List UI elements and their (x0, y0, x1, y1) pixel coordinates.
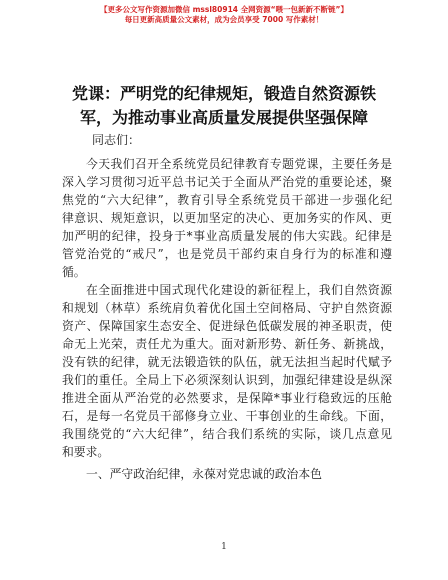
paragraph-1-line: 循。 (62, 265, 86, 279)
title-line-1: 党课：严明党的纪律规矩，锻造自然资源铁 (71, 84, 376, 103)
document-title (0, 82, 448, 130)
paragraph-1-line: 管党治党的“戒尺”，也是党员干部约束自身行为的标准和遵 (62, 247, 392, 261)
paragraph-2-line: 推进全面从严治党的必然要求，是保障*事业行稳致远的压舱 (62, 391, 392, 405)
greeting: 同志们： (92, 133, 141, 147)
page-number: 1 (221, 542, 227, 552)
paragraph-1-line: 加严明的纪律，投身于*事业高质量发展的伟大实践。纪律是 (62, 229, 392, 243)
paragraph-2-line: 命无上光荣，责任尤为重大。面对新形势、新任务、新挑战， (62, 337, 392, 351)
paragraph-2-line: 资产、保障国家生态安全、促进绿色低碳发展的神圣职责，使 (62, 319, 392, 333)
paragraph-2-line: 在全面推进中国式现代化建设的新征程上，我们自然资源 (86, 283, 392, 297)
paragraph-2-line: 我围绕党的“六大纪律”，结合我们系统的实际，谈几点意见 (62, 427, 392, 441)
paragraph-1-line: 焦党的“六大纪律”，教育引导全系统党员干部进一步强化纪 (62, 193, 392, 207)
paragraph-1-line: 深入学习贯彻习近平总书记关于全面从严治党的重要论述，聚 (62, 175, 392, 189)
paragraph-2-line: 和要求。 (62, 445, 110, 459)
paragraph-1-line: 今天我们召开全系统党员纪律教育专题党课，主要任务是 (86, 157, 392, 171)
title-line-2: 军，为推动事业高质量发展提供坚强保障 (79, 108, 368, 127)
paragraph-2-line: 和规划（林草）系统肩负着优化国土空间格局、守护自然资源 (62, 301, 392, 315)
paragraph-2-line: 我们的重任。全局上下必须深刻认识到，加强纪律建设是纵深 (62, 373, 392, 387)
paragraph-1-line: 律意识、规矩意识，以更加坚定的决心、更加务实的作风、更 (62, 211, 392, 225)
promo-banner (0, 5, 448, 25)
paragraph-2-line: 石，是每一名党员干部修身立业、干事创业的生命线。下面， (62, 409, 392, 423)
promo-line-2: 每日更新高质量公文素材，成为会员享受 7000 写作素材！ (124, 15, 324, 24)
promo-line-1: 【更多公文写作资源加微信 mssl80914 全网资源“喂一包新新不断链”】 (100, 5, 348, 14)
paragraph-2-line: 没有铁的纪律，就无法锻造铁的队伍，就无法担当起时代赋予 (62, 355, 392, 369)
section-heading-1: 一、严守政治纪律，永葆对党忠诚的政治本色 (86, 467, 322, 481)
